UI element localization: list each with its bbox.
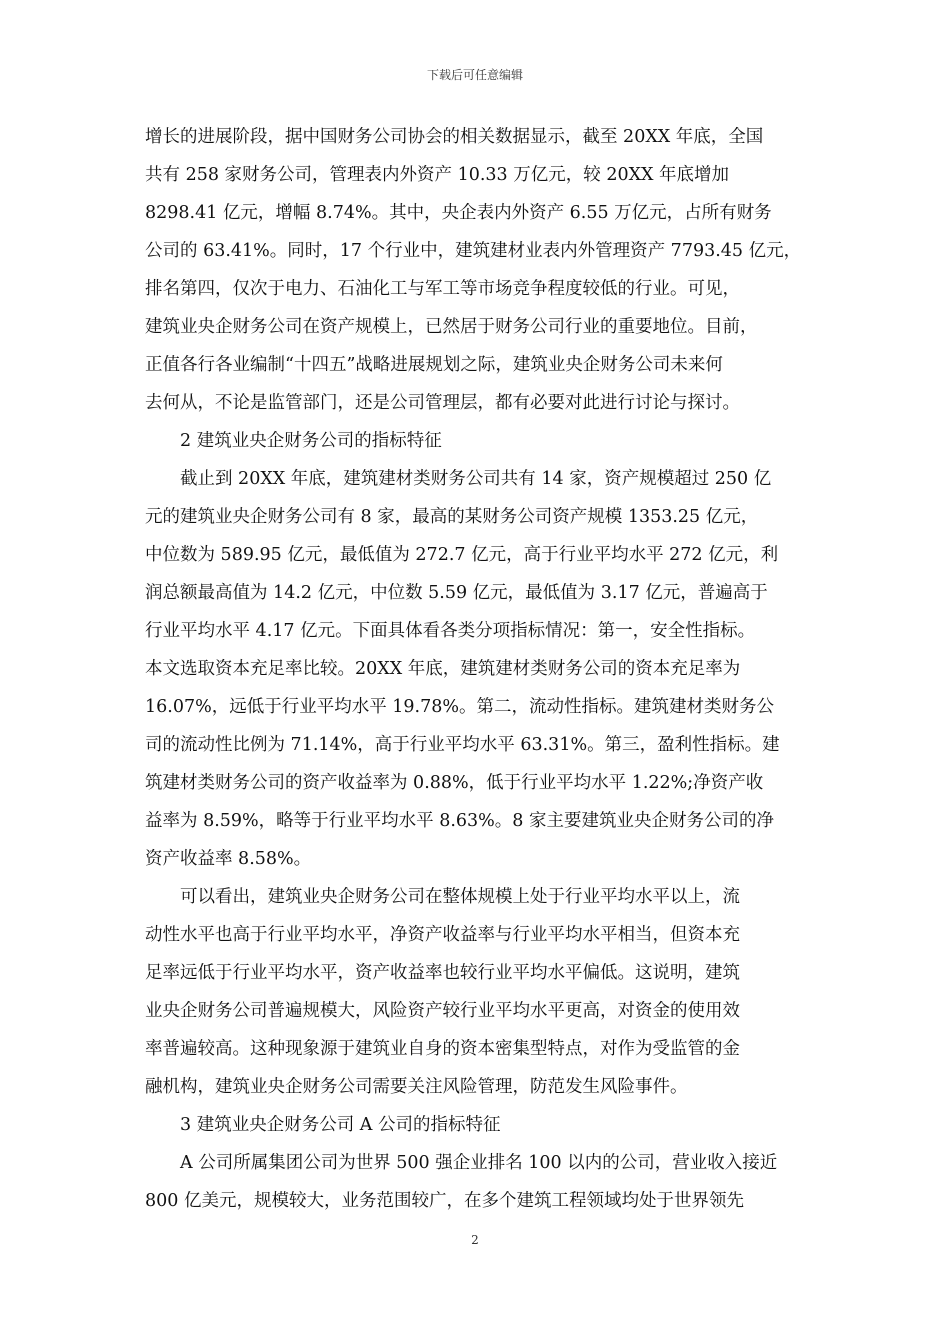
text-line: 司的流动性比例为 71.14%，高于行业平均水平 63.31%。第三，盈利性指标。建	[145, 735, 780, 755]
document-body	[145, 118, 810, 1220]
text-line: 增长的进展阶段，据中国财务公司协会的相关数据显示，截至 20XX 年底，全国	[145, 127, 764, 147]
text-line: 足率远低于行业平均水平，资产收益率也较行业平均水平偏低。这说明，建筑	[145, 963, 740, 983]
text-line: 本文选取资本充足率比较。20XX 年底，建筑建材类财务公司的资本充足率为	[145, 659, 741, 679]
section-heading: 3 建筑业央企财务公司 A 公司的指标特征	[145, 1115, 501, 1135]
text-line: 可以看出，建筑业央企财务公司在整体规模上处于行业平均水平以上，流	[145, 887, 740, 907]
text-line: 建筑业央企财务公司在资产规模上，已然居于财务公司行业的重要地位。目前，	[145, 317, 758, 337]
text-line: 共有 258 家财务公司，管理表内外资产 10.33 万亿元，较 20XX 年底增加	[145, 165, 730, 185]
text-line: 中位数为 589.95 亿元，最低值为 272.7 亿元，高于行业平均水平 272 亿元，利	[145, 545, 779, 565]
page-number: 2	[471, 1233, 479, 1247]
page-header: 下载后可任意编辑	[426, 68, 523, 82]
text-line: A 公司所属集团公司为世界 500 强企业排名 100 以内的公司，营业收入接近	[145, 1153, 778, 1173]
text-line: 率普遍较高。这种现象源于建筑业自身的资本密集型特点，对作为受监管的金	[145, 1039, 740, 1059]
text-line: 行业平均水平 4.17 亿元。下面具体看各类分项指标情况：第一，安全性指标。	[145, 621, 756, 641]
text-line: 排名第四，仅次于电力、石油化工与军工等市场竞争程度较低的行业。可见，	[145, 279, 740, 299]
text-line: 融机构，建筑业央企财务公司需要关注风险管理，防范发生风险事件。	[145, 1077, 688, 1097]
text-line: 截止到 20XX 年底，建筑建材类财务公司共有 14 家，资产规模超过 250 亿	[145, 469, 772, 489]
text-line: 16.07%，远低于行业平均水平 19.78%。第二，流动性指标。建筑建材类财务公	[145, 697, 775, 717]
section-heading: 2 建筑业央企财务公司的指标特征	[145, 431, 442, 451]
text-line: 资产收益率 8.58%。	[145, 849, 312, 869]
text-line: 去何从，不论是监管部门，还是公司管理层，都有必要对此进行讨论与探讨。	[145, 393, 740, 413]
text-line: 元的建筑业央企财务公司有 8 家，最高的某财务公司资产规模 1353.25 亿元，	[145, 507, 759, 527]
text-line: 公司的 63.41%。同时，17 个行业中，建筑建材业表内外管理资产 7793.45 亿元，	[145, 241, 802, 261]
text-line: 800 亿美元，规模较大，业务范围较广，在多个建筑工程领域均处于世界领先	[145, 1191, 744, 1211]
text-line: 筑建材类财务公司的资产收益率为 0.88%，低于行业平均水平 1.22%;净资产收	[145, 773, 764, 793]
text-line: 益率为 8.59%，略等于行业平均水平 8.63%。8 家主要建筑业央企财务公司的净	[145, 811, 775, 831]
text-line: 8298.41 亿元，增幅 8.74%。其中，央企表内外资产 6.55 万亿元，占所有财务	[145, 203, 772, 223]
text-line: 正值各行各业编制“十四五”战略进展规划之际，建筑业央企财务公司未来何	[145, 355, 723, 375]
text-line: 动性水平也高于行业平均水平，净资产收益率与行业平均水平相当，但资本充	[145, 925, 740, 945]
text-line: 业央企财务公司普遍规模大，风险资产较行业平均水平更高，对资金的使用效	[145, 1001, 740, 1021]
text-line: 润总额最高值为 14.2 亿元，中位数 5.59 亿元，最低值为 3.17 亿元，普遍高于	[145, 583, 768, 603]
